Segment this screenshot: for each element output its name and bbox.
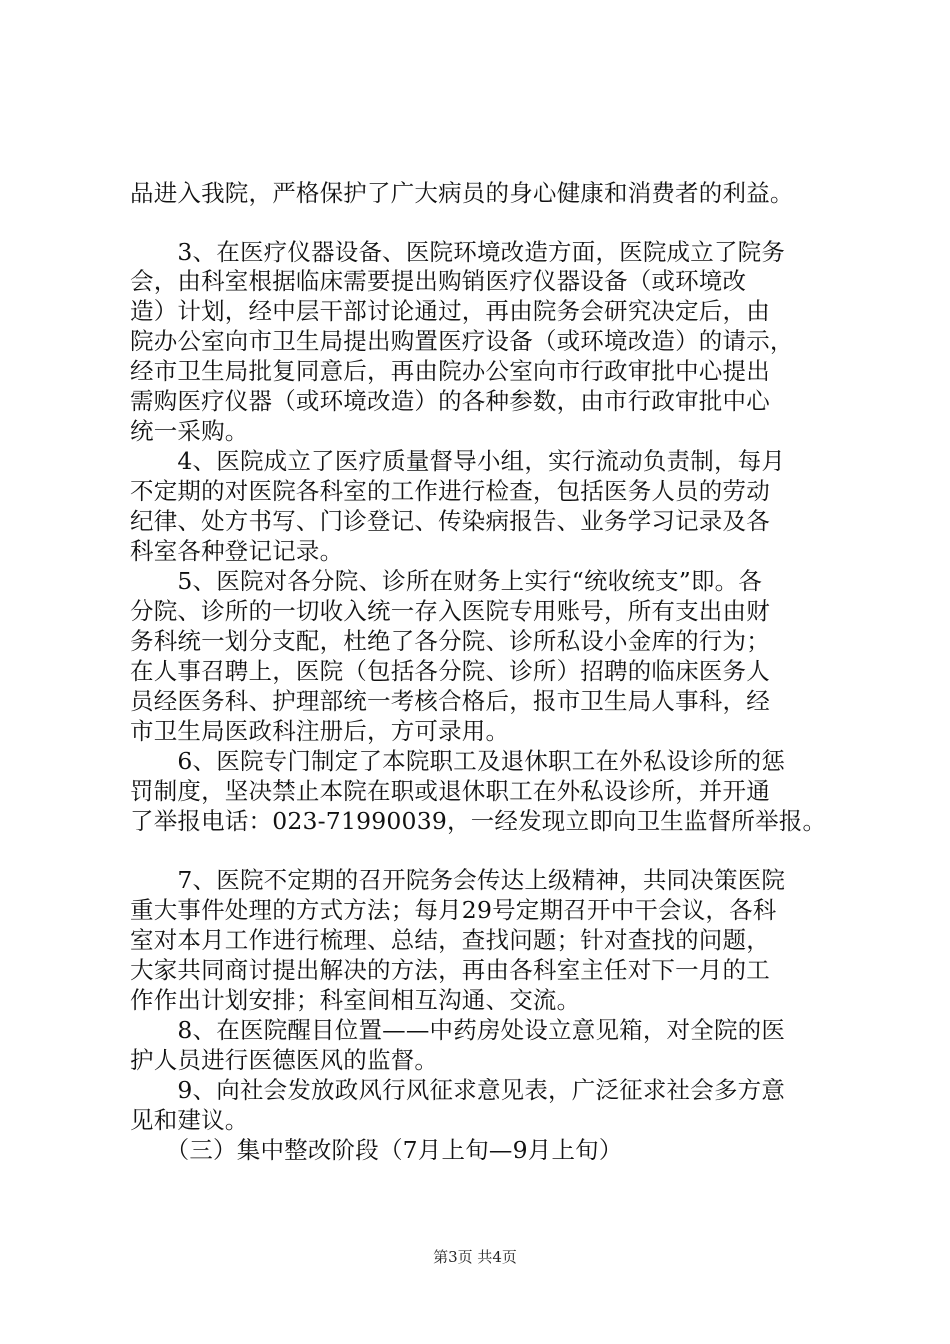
text-line: 市卫生局医政科注册后，方可录用。 <box>130 717 510 745</box>
text-line: （三）集中整改阶段（7月上旬—9月上旬） <box>130 1136 623 1164</box>
text-line: 罚制度，坚决禁止本院在职或退休职工在外私设诊所，并开通 <box>130 777 770 805</box>
text-line: 大家共同商讨提出解决的方法，再由各科室主任对下一月的工 <box>130 956 770 984</box>
text-line: 员经医务科、护理部统一考核合格后，报市卫生局人事科，经 <box>130 687 770 715</box>
text-line: 院办公室向市卫生局提出购置医疗设备（或环境改造）的请示， <box>130 327 794 355</box>
page-footer: 第3页 共4页 <box>433 1248 517 1266</box>
text-line: 品进入我院，严格保护了广大病员的身心健康和消费者的利益。 <box>130 179 794 207</box>
text-line: 8、在医院醒目位置——中药房处设立意见箱，对全院的医 <box>130 1016 786 1044</box>
text-line: 了举报电话：023-71990039，一经发现立即向卫生监督所举报。 <box>130 807 827 835</box>
text-line: 室对本月工作进行梳理、总结，查找问题；针对查找的问题， <box>130 926 770 954</box>
text-line: 造）计划，经中层干部讨论通过，再由院务会研究决定后，由 <box>130 297 770 325</box>
text-line: 见和建议。 <box>130 1106 249 1134</box>
text-line: 统一采购。 <box>130 417 249 445</box>
text-line: 务科统一划分支配，杜绝了各分院、诊所私设小金库的行为； <box>130 627 770 655</box>
text-line: 需购医疗仪器（或环境改造）的各种参数，由市行政审批中心 <box>130 387 770 415</box>
text-line: 4、医院成立了医疗质量督导小组，实行流动负责制，每月 <box>130 447 786 475</box>
text-line: 7、医院不定期的召开院务会传达上级精神，共同决策医院 <box>130 866 786 894</box>
text-line: 科室各种登记记录。 <box>130 537 344 565</box>
text-line: 不定期的对医院各科室的工作进行检查，包括医务人员的劳动 <box>130 477 770 505</box>
text-line: 会，由科室根据临床需要提出购销医疗仪器设备（或环境改 <box>130 267 747 295</box>
text-line: 6、医院专门制定了本院职工及退休职工在外私设诊所的惩 <box>130 747 786 775</box>
text-line: 在人事召聘上，医院（包括各分院、诊所）招聘的临床医务人 <box>130 657 770 685</box>
text-line: 重大事件处理的方式方法；每月29号定期召开中干会议，各科 <box>130 896 777 924</box>
text-line: 作作出计划安排；科室间相互沟通、交流。 <box>130 986 581 1014</box>
text-line: 护人员进行医德医风的监督。 <box>130 1046 439 1074</box>
text-line: 分院、诊所的一切收入统一存入医院专用账号，所有支出由财 <box>130 597 770 625</box>
text-line: 纪律、处方书写、门诊登记、传染病报告、业务学习记录及各 <box>130 507 770 535</box>
text-line: 9、向社会发放政风行风征求意见表，广泛征求社会多方意 <box>130 1076 786 1104</box>
text-line: 3、在医疗仪器设备、医院环境改造方面，医院成立了院务 <box>130 238 786 266</box>
text-line: 经市卫生局批复同意后，再由院办公室向市行政审批中心提出 <box>130 357 770 385</box>
text-line: 5、医院对各分院、诊所在财务上实行“统收统支”即。各 <box>130 567 763 595</box>
